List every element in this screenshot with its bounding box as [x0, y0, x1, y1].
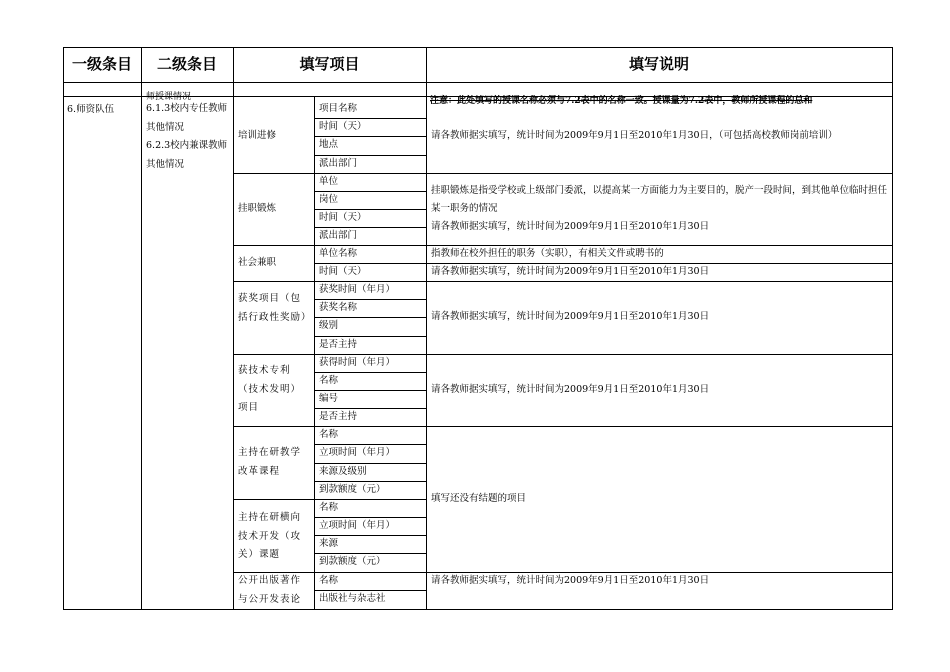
level2-item-1: 6.1.3校内专任教师其他情况 — [146, 103, 228, 133]
level2-item-2: 6.2.3校内兼课教师其他情况 — [146, 140, 228, 170]
top-note: 注意：此处填写的授课名称必须与7.2表中的名称一致。授课量为7.2表中，教师所授课程的总和 — [430, 96, 813, 106]
col-divider-4 — [426, 47, 427, 610]
field-name: 获奖时间（年月） — [319, 284, 396, 295]
field-name: 名称 — [319, 502, 339, 513]
table-border-bottom — [63, 609, 893, 610]
field-name: 时间（天） — [319, 212, 367, 223]
field-name: 出版社与杂志社 — [319, 593, 386, 604]
desc-training: 请各教师据实填写，统计时间为2009年9月1日至2010年1月30日，（可包括高校教师岗前培训） — [431, 130, 838, 141]
field-name: 项目名称 — [319, 103, 358, 114]
group-name-publications: 公开出版著作与公开发表论 — [238, 575, 302, 605]
level1-item: 6.师资队伍 — [67, 104, 115, 115]
desc-secondment-period: 请各教师据实填写，统计时间为2009年9月1日至2010年1月30日 — [431, 221, 710, 232]
field-name: 来源及级别 — [319, 466, 367, 477]
desc-awards: 请各教师据实填写，统计时间为2009年9月1日至2010年1月30日 — [431, 311, 710, 322]
field-name: 单位名称 — [319, 248, 358, 259]
field-name: 获得时间（年月） — [319, 357, 396, 368]
field-name: 名称 — [319, 375, 339, 386]
group-name-awards: 获奖项目（包括行政性奖励） — [238, 293, 312, 323]
field-name: 立项时间（年月） — [319, 520, 396, 531]
field-name: 是否主持 — [319, 339, 358, 350]
field-name: 名称 — [319, 575, 339, 586]
group-name-secondment: 挂职锻炼 — [238, 203, 277, 214]
group-name-training: 培训进修 — [238, 130, 277, 141]
header-fill-item: 填写项目 — [299, 55, 360, 73]
group-name-tech-dev: 主持在研横向技术开发（攻关）课题 — [238, 512, 302, 560]
field-name: 立项时间（年月） — [319, 447, 396, 458]
header-bottom-line — [63, 82, 893, 83]
field-name: 时间（天） — [319, 121, 367, 132]
field-name: 来源 — [319, 538, 339, 549]
desc-secondment-definition: 挂职锻炼是指受学校或上级部门委派，以提高某一方面能力为主要目的，脱产一段时间，到其他单位临时担任某一职务的情况 — [431, 185, 888, 214]
level2-overflow-text: 师授课情况 — [146, 92, 192, 102]
group-name-patents: 获技术专利（技术发明）项目 — [238, 365, 302, 413]
desc-part-time-definition: 指教师在校外担任的职务（实职），有相关文件或聘书的 — [431, 248, 664, 259]
desc-publications: 请各教师据实填写，统计时间为2009年9月1日至2010年1月30日 — [431, 575, 710, 586]
field-name: 地点 — [319, 139, 339, 150]
group-name-part-time: 社会兼职 — [238, 257, 277, 268]
field-name: 单位 — [319, 176, 339, 187]
field-name: 是否主持 — [319, 411, 358, 422]
field-name: 岗位 — [319, 194, 339, 205]
col-divider-2 — [233, 47, 234, 610]
col-divider-1 — [141, 47, 142, 610]
field-name: 获奖名称 — [319, 302, 358, 313]
table-border-left — [63, 47, 64, 610]
desc-ongoing-projects: 填写还没有结题的项目 — [431, 493, 527, 504]
field-name: 派出部门 — [319, 158, 358, 169]
desc-part-time-period: 请各教师据实填写，统计时间为2009年9月1日至2010年1月30日 — [431, 266, 710, 277]
desc-patents: 请各教师据实填写，统计时间为2009年9月1日至2010年1月30日 — [431, 384, 710, 395]
group-name-teaching-reform: 主持在研教学改革课程 — [238, 447, 302, 477]
field-name: 编号 — [319, 393, 339, 404]
header-fill-desc: 填写说明 — [628, 55, 689, 73]
table-border-right — [892, 47, 893, 610]
field-name: 名称 — [319, 429, 339, 440]
field-name: 级别 — [319, 320, 339, 331]
field-name: 到款额度（元） — [319, 556, 386, 567]
group-line — [233, 499, 315, 500]
field-name: 时间（天） — [319, 266, 367, 277]
field-name: 派出部门 — [319, 230, 358, 241]
field-name: 到款额度（元） — [319, 484, 386, 495]
header-level2: 二级条目 — [156, 55, 217, 73]
header-level1: 一级条目 — [71, 55, 132, 73]
